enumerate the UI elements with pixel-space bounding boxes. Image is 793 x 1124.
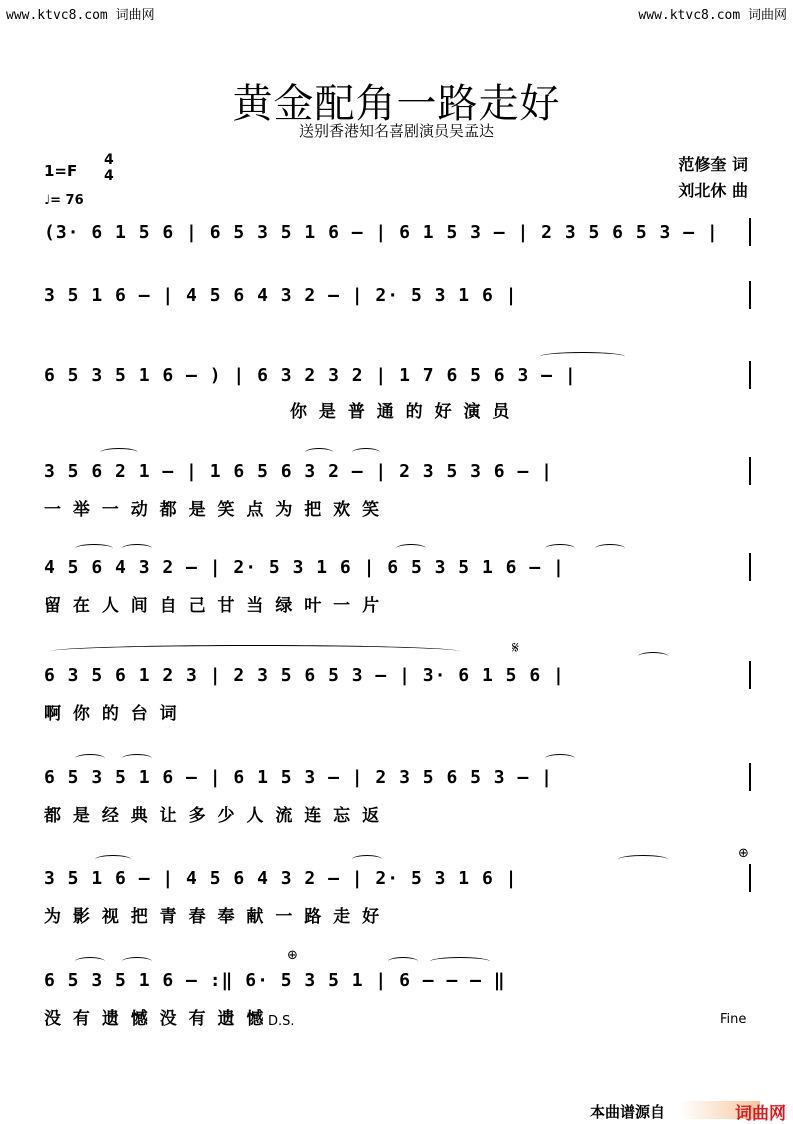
slur xyxy=(352,448,380,457)
barline xyxy=(749,661,751,689)
slur xyxy=(75,957,105,966)
slur xyxy=(75,544,113,553)
slur xyxy=(545,544,575,553)
lyrics-line: 啊 你 的 台 词 xyxy=(44,704,177,724)
coda-icon: ⊕ xyxy=(287,948,298,963)
slur xyxy=(388,957,418,966)
notes-line: 6 5 3 5 1 6 — | 6 1 5 3 — | 2 3 5 6 5 3 — | xyxy=(44,767,553,788)
slur xyxy=(540,352,625,361)
slur xyxy=(95,855,131,864)
fine-marking: Fine xyxy=(720,1012,747,1027)
slur xyxy=(75,754,105,763)
barline xyxy=(749,281,751,309)
slur xyxy=(638,652,668,661)
slur xyxy=(352,855,382,864)
slur xyxy=(100,448,138,457)
coda-icon: ⊕ xyxy=(738,846,749,861)
tempo-marking xyxy=(44,193,84,208)
notes-line: (3· 6 1 5 6 | 6 5 3 5 1 6 — | 6 1 5 3 — | 2 3 5 6 5 3 — | xyxy=(44,222,719,243)
lyrics-line: 你 是 普 通 的 好 演 员 xyxy=(290,402,510,422)
header-right-watermark: www.ktvc8.com 词曲网 xyxy=(638,8,787,23)
lyrics-line: 为 影 视 把 青 春 奉 献 一 路 走 好 xyxy=(44,907,380,927)
time-signature-top: 4 xyxy=(104,152,114,168)
notes-line: 3 5 1 6 — | 4 5 6 4 3 2 — | 2· 5 3 1 6 | xyxy=(44,868,518,889)
barline xyxy=(749,763,751,791)
slur xyxy=(430,957,490,966)
lyrics-line: 留 在 人 间 自 己 甘 当 绿 叶 一 片 xyxy=(44,596,380,616)
time-signature-bottom: 4 xyxy=(104,168,114,184)
barline xyxy=(749,457,751,485)
notes-line: 6 5 3 5 1 6 — ) | 6 3 2 3 2 | 1 7 6 5 6 3 — | xyxy=(44,365,577,386)
notes-line: 3 5 6 2 1 — | 1 6 5 6 3 2 — | 2 3 5 3 6 — | xyxy=(44,461,553,482)
notes-line: 6 3 5 6 1 2 3 | 2 3 5 6 5 3 — | 3· 6 1 5 6 | xyxy=(44,665,565,686)
notes-line: 4 5 6 4 3 2 — | 2· 5 3 1 6 | 6 5 3 5 1 6 — | xyxy=(44,557,565,578)
lyrics-line: 都 是 经 典 让 多 少 人 流 连 忘 返 xyxy=(44,806,380,826)
ds-marking: D.S. xyxy=(268,1014,295,1029)
notes-line: 3 5 1 6 — | 4 5 6 4 3 2 — | 2· 5 3 1 6 | xyxy=(44,285,518,306)
slur xyxy=(122,544,152,553)
barline xyxy=(749,218,751,246)
lyrics-line: 一 举 一 动 都 是 笑 点 为 把 欢 笑 xyxy=(44,500,380,520)
slur xyxy=(50,645,460,658)
barline xyxy=(749,553,751,581)
barline xyxy=(749,361,751,389)
composer-credit: 刘北休 曲 xyxy=(678,181,748,200)
slur xyxy=(618,855,668,864)
slur xyxy=(122,754,152,763)
footer-brand-link[interactable]: 词曲网 xyxy=(735,1104,786,1124)
time-signature xyxy=(104,152,114,184)
slur xyxy=(595,544,625,553)
slur xyxy=(122,957,152,966)
tempo-value: = 76 xyxy=(50,193,84,208)
lyricist-credit: 范修奎 词 xyxy=(678,155,748,174)
notes-line: 6 5 3 5 1 6 — :‖ 6· 5 3 5 1 | 6 — — — ‖ xyxy=(44,970,506,991)
song-subtitle: 送别香港知名喜剧演员吴孟达 xyxy=(298,122,494,140)
slur xyxy=(545,754,575,763)
barline xyxy=(749,864,751,892)
footer-source-label: 本曲谱源自 xyxy=(590,1103,666,1121)
key-signature: 1=F xyxy=(44,162,78,180)
segno-icon: 𝄋 xyxy=(512,638,519,657)
header-left-watermark: www.ktvc8.com 词曲网 xyxy=(6,8,155,23)
slur xyxy=(305,448,333,457)
quarter-note-icon: ♩ xyxy=(44,193,51,208)
song-title: 黄金配角一路走好 xyxy=(232,81,561,127)
lyrics-line: 没 有 遗 憾 没 有 遗 憾 xyxy=(44,1009,264,1029)
slur xyxy=(396,544,426,553)
